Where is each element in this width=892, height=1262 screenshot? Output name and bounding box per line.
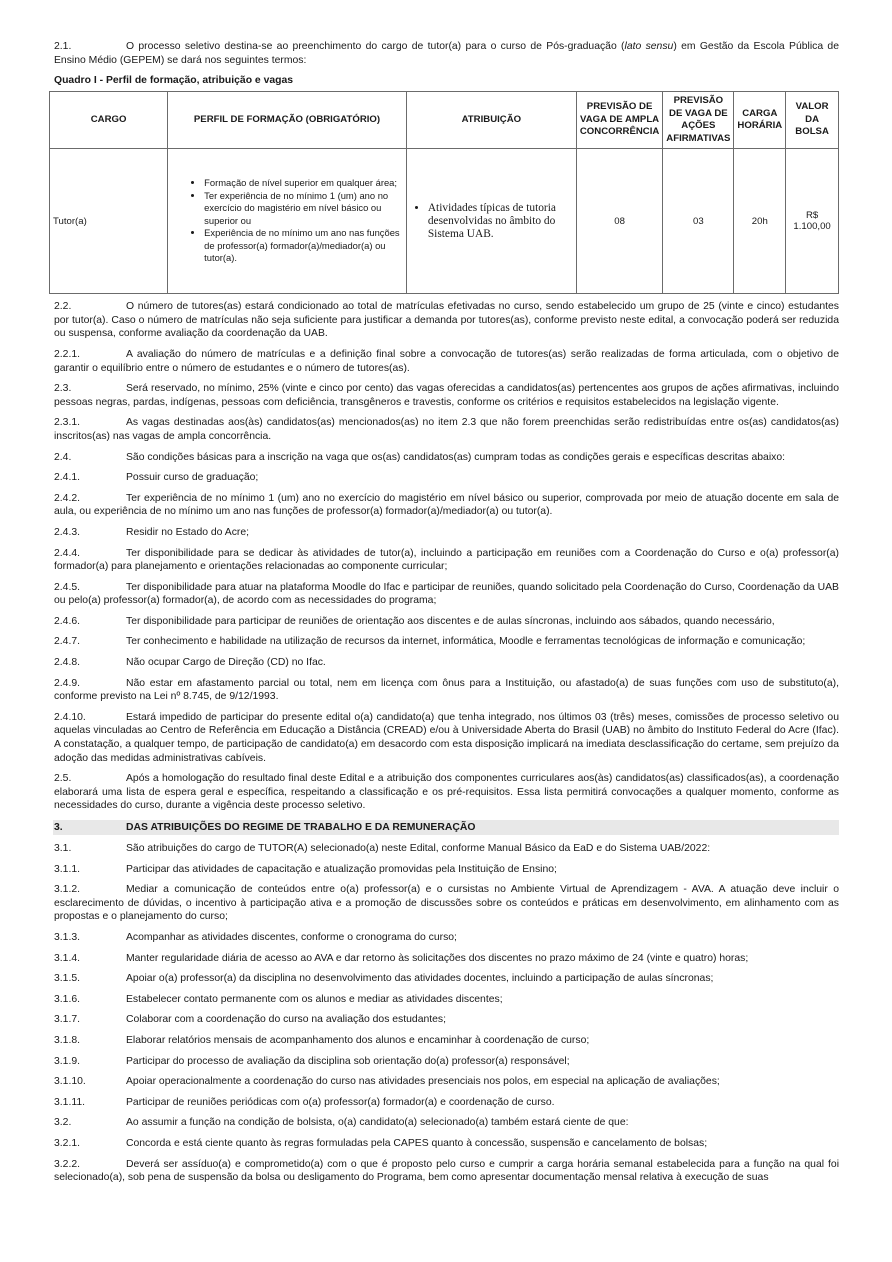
clause-text: Ter conhecimento e habilidade na utilização de recursos da internet, informática, Moodle e ferramentas tecnológicas de informação e comunicação;	[126, 636, 806, 648]
clause-paragraph	[54, 863, 839, 877]
header-vagas-ampla: PREVISÃO DE VAGA DE AMPLA CONCORRÊNCIA	[576, 92, 662, 149]
clause-text: O processo seletivo destina-se ao preenchimento do cargo de tutor(a) para o curso de Pós-graduação (	[126, 41, 625, 52]
clause-paragraph	[54, 842, 839, 856]
clause-paragraph	[54, 416, 839, 443]
clause-number: 2.4.5.	[54, 581, 80, 593]
clause-text: As vagas destinadas aos(às) candidatos(as) mencionados(as) no item 2.3 que não forem preenchidas serão redistribuídas entre os(as) candidatos(as) inscritos(as) nas vagas de ampla concorrência.	[54, 417, 839, 442]
atribuicao-item: • Atividades típicas de tutoria desenvolvidas no âmbito do Sistema UAB.	[428, 202, 573, 241]
perfil-item: • Ter experiência de no mínimo 1 (um) ano no exercício do magistério em nível básico ou superior ou	[204, 190, 403, 228]
clause-paragraph	[54, 581, 839, 608]
clause-text: Participar do processo de avaliação da disciplina sob orientação do(a) professor(a) responsável;	[126, 1055, 570, 1067]
perfil-list	[171, 177, 403, 265]
header-perfil: PERFIL DE FORMAÇÃO (OBRIGATÓRIO)	[168, 92, 407, 149]
clause-paragraph	[54, 772, 839, 813]
cell-carga-horaria: 20h	[734, 149, 786, 294]
clause-paragraph	[54, 993, 839, 1007]
perfil-item: • Experiência de no mínimo um ano nas funções de professor(a) formador(a)/mediador(a) ou tutor(a).	[204, 227, 403, 265]
clause-text: Não ocupar Cargo de Direção (CD) no Ifac.	[126, 657, 326, 669]
clause-number: 2.1.	[54, 41, 72, 52]
atribuicao-list	[410, 202, 573, 241]
clause-number: 3.1.9.	[54, 1055, 80, 1067]
cell-atribuicao	[406, 149, 576, 294]
clause-number: 3.1.4.	[54, 952, 80, 964]
clauses-section-3	[54, 842, 839, 1185]
clause-paragraph	[54, 677, 839, 704]
clause-text: Participar de reuniões periódicas com o(a) professor(a) formador(a) e coordenação de curso.	[126, 1096, 555, 1108]
clause-text: Elaborar relatórios mensais de acompanhamento dos alunos e encaminhar à coordenação de curso;	[126, 1034, 590, 1046]
clause-number: 2.4.3.	[54, 526, 80, 538]
cell-perfil	[168, 149, 407, 294]
clauses-section-2	[54, 300, 839, 813]
clause-text: Possuir curso de graduação;	[126, 472, 259, 484]
clause-paragraph	[54, 492, 839, 519]
clause-text: Estabelecer contato permanente com os alunos e mediar as atividades discentes;	[126, 993, 503, 1005]
table-caption: Quadro I - Perfil de formação, atribuição e vagas	[54, 75, 294, 87]
clause-number: 2.4.1.	[54, 472, 80, 484]
clause-paragraph	[54, 1158, 839, 1185]
header-vagas-afirmativas: PREVISÃO DE VAGA DE AÇÕES AFIRMATIVAS	[663, 92, 734, 149]
clause-text: ) em Gestão da Escola Pública de Ensino Médio (GEPEM) se dará nos seguintes termos:	[54, 41, 839, 66]
clause-paragraph	[54, 615, 839, 629]
clause-paragraph	[54, 711, 839, 765]
clause-text: Não estar em afastamento parcial ou total, nem em licença com ônus para a Instituição, ou afastado(a) de suas funções com uso de substituto(a), conforme previsto na Lei nº 8.745, de 9/12/1993.	[54, 677, 839, 703]
clause-number: 2.5.	[54, 773, 72, 785]
cell-vagas-ampla: 08	[576, 149, 662, 294]
clause-paragraph	[54, 1075, 839, 1089]
clause-paragraph	[54, 1096, 839, 1110]
section-heading	[53, 820, 839, 835]
header-atribuicao: ATRIBUIÇÃO	[406, 92, 576, 149]
clause-number: 3.1.2.	[54, 884, 80, 896]
clause-paragraph	[54, 451, 839, 465]
clause-paragraph	[54, 471, 839, 485]
cell-vagas-afirmativas: 03	[663, 149, 734, 294]
clause-number: 3.2.	[54, 1117, 72, 1129]
table-header-row	[50, 92, 839, 149]
clause-text: Mediar a comunicação de conteúdos entre o(a) professor(a) e o cursistas no Ambiente Virtual de Aprendizagem - AVA. A atuação deve incluir o esclarecimento de dúvidas, o incentivo à participação ativa e a promoção de discussões sobre os conteúdos e práticas em desenvolvimento, em alinhamento com as propostas e o planejamento do curso;	[54, 884, 839, 923]
clause-text: Ter experiência de no mínimo 1 (um) ano no exercício do magistério em nível básico ou superior, comprovada por meio de atuação docente em sala de aula, ou experiência de no mínimo um ano nas funções de professor(a) formador(a)/mediador(a) ou tutor(a).	[54, 492, 839, 518]
clause-number: 3.1.5.	[54, 973, 80, 985]
clause-text: O número de tutores(as) estará condicionado ao total de matrículas efetivadas no curso, sendo estabelecido um grupo de 25 (vinte e cinco) estudantes por tutor(a). Caso o número de matrículas não seja suficiente para justificar a demanda por tutores(as), conforme previsto neste edital, a convocação poderá ser reduzida ou suspensa, conforme avaliação da coordenação da UAB.	[54, 301, 839, 340]
quadro-table	[49, 91, 839, 294]
clause-number: 2.4.	[54, 451, 72, 463]
clause-text: Apoiar o(a) professor(a) da disciplina no desenvolvimento das atividades docentes, incluindo a participação de aulas síncronas;	[126, 973, 714, 985]
clause-paragraph	[54, 382, 839, 409]
header-carga-horaria: CARGA HORÁRIA	[734, 92, 786, 149]
clause-paragraph	[54, 1013, 839, 1027]
cell-valor-bolsa: R$ 1.100,00	[786, 149, 839, 294]
section-title: DAS ATRIBUIÇÕES DO REGIME DE TRABALHO E DA REMUNERAÇÃO	[126, 822, 476, 833]
clause-number: 2.4.6.	[54, 615, 80, 627]
clause-text: Deverá ser assíduo(a) e comprometido(a) com o que é proposto pelo curso e cumprir a carga horária semanal estabelecida para a função na qual foi selecionado(a), sob pena de suspensão da bolsa ou desligamento do Programa, bem como apresentar documentação mensal relativa à execução de suas	[54, 1158, 839, 1184]
clause-text: Participar das atividades de capacitação e atualização promovidas pela Instituição de Ensino;	[126, 863, 557, 875]
clause-paragraph	[54, 883, 839, 924]
clause-paragraph	[54, 547, 839, 574]
clause-paragraph	[54, 952, 839, 966]
clause-number: 3.2.2.	[54, 1158, 80, 1170]
clause-text-italic: lato sensu	[624, 41, 674, 52]
clause-text: São atribuições do cargo de TUTOR(A) selecionado(a) neste Edital, conforme Manual Básico da EaD e do Sistema UAB/2022:	[126, 843, 711, 854]
clause-text: Concorda e está ciente quanto às regras formuladas pela CAPES quanto à concessão, suspensão e cancelamento de bolsas;	[126, 1137, 708, 1149]
clause-paragraph	[54, 1137, 839, 1151]
clause-text: Estará impedido de participar do presente edital o(a) candidato(a) que tenha integrado, nos últimos 03 (três) meses, comissões de processo seletivo ou aquelas vinculadas ao Centro de Referência em Educação a Distância (CREAD) e/ou à Universidade Aberta do Brasil (UAB) no âmbito do Instituto Federal do Acre (Ifac). A constatação, a qualquer tempo, de participação de candidato(a) em desacordo com esta disposição implicará na imediata desclassificação do certame, sem prejuízo da adoção das medidas administrativas cabíveis.	[54, 711, 839, 764]
clause-paragraph	[54, 656, 839, 670]
clause-number: 2.4.2.	[54, 492, 80, 504]
clause-text: Manter regularidade diária de acesso ao AVA e dar retorno às solicitações dos discentes no prazo máximo de 24 (vinte e quatro) horas;	[126, 952, 749, 964]
clause-paragraph	[54, 1055, 839, 1069]
clause-number: 3.2.1.	[54, 1137, 80, 1149]
clause-number: 2.4.7.	[54, 636, 80, 648]
clause-paragraph	[54, 635, 839, 649]
clause-paragraph	[54, 300, 839, 341]
clause-number: 2.2.1.	[54, 348, 80, 360]
clause-paragraph	[54, 972, 839, 986]
clause-number: 3.1.	[54, 843, 72, 854]
clause-text: Será reservado, no mínimo, 25% (vinte e cinco por cento) das vagas oferecidas a candidatos(as) pertencentes aos grupos de ações afirmativas, incluindo pessoas negras, pardas, indígenas, pessoas com deficiência, transgêneros e travestis, conforme os critérios e requisitos estabelecidos na legislação vigente.	[54, 383, 839, 408]
clause-paragraph	[54, 1116, 839, 1130]
paragraph-2-1	[54, 40, 839, 67]
clause-text: Residir no Estado do Acre;	[126, 526, 250, 538]
clause-text: Colaborar com a coordenação do curso na avaliação dos estudantes;	[126, 1014, 446, 1026]
clause-number: 2.4.4.	[54, 547, 80, 559]
clause-number: 2.3.1.	[54, 417, 80, 429]
clause-number: 3.1.6.	[54, 993, 80, 1005]
document-page	[54, 40, 839, 1192]
clause-paragraph	[54, 348, 839, 375]
clause-paragraph	[54, 1034, 839, 1048]
clause-number: 2.4.10.	[54, 711, 86, 723]
clause-number: 2.2.	[54, 301, 72, 313]
clause-number: 3.1.1.	[54, 863, 80, 875]
clause-text: Acompanhar as atividades discentes, conforme o cronograma do curso;	[126, 931, 457, 943]
clause-number: 3.1.10.	[54, 1076, 86, 1088]
clause-number: 3.1.11.	[54, 1096, 86, 1108]
table-row	[50, 149, 839, 294]
perfil-item: • Formação de nível superior em qualquer área;	[204, 177, 403, 190]
cell-cargo: Tutor(a)	[50, 149, 168, 294]
clause-number: 2.4.8.	[54, 657, 80, 669]
clause-text: Ao assumir a função na condição de bolsista, o(a) candidato(a) selecionado(a) também estará ciente de que:	[126, 1117, 629, 1129]
clause-text: A avaliação do número de matrículas e a definição final sobre a convocação de tutores(as) serão realizadas de forma articulada, com o objetivo de garantir o equilíbrio entre o número de estudantes e o número de tutores(as).	[54, 348, 839, 374]
section-number: 3.	[54, 822, 63, 833]
header-valor-bolsa: VALOR DA BOLSA	[786, 92, 839, 149]
clause-text: Ter disponibilidade para participar de reuniões de orientação aos discentes e de aulas síncronas, incluindo aos sábados, quando necessário,	[126, 615, 775, 627]
clause-text: Ter disponibilidade para atuar na plataforma Moodle do Ifac e participar de reuniões, quando solicitado pela Coordenação do Curso, Coordenação da UAB ou pelo(a) professor(a) formador(a), de acordo com as necessidades do programa;	[54, 581, 839, 607]
clause-text: Após a homologação do resultado final deste Edital e a atribuição dos componentes curriculares aos(às) candidatos(as) classificados(as), a coordenação elaborará uma lista de espera geral e específica, respeitando a classificação e os pré-requisitos. Essa lista permitirá convocações a qualquer momento, conforme as necessidades do curso, durante a vigência deste processo seletivo.	[54, 773, 839, 812]
clause-text: Apoiar operacionalmente a coordenação do curso nas atividades presenciais nos polos, em especial na aplicação de avaliações;	[126, 1076, 720, 1088]
clause-number: 3.1.3.	[54, 931, 80, 943]
clause-text: Ter disponibilidade para se dedicar às atividades de tutor(a), incluindo a participação em reuniões com a Coordenação do Curso e o(a) professor(a) formador(a) para planejamento e orientações relacionadas ao componente curricular;	[54, 547, 839, 573]
clause-number: 2.3.	[54, 383, 72, 395]
clause-paragraph	[54, 526, 839, 540]
clause-paragraph	[54, 931, 839, 945]
clause-text: São condições básicas para a inscrição na vaga que os(as) candidatos(as) cumpram todas as condições gerais e específicas descritas abaixo:	[126, 451, 786, 463]
clause-number: 2.4.9.	[54, 677, 80, 689]
header-cargo: CARGO	[50, 92, 168, 149]
clause-number: 3.1.8.	[54, 1034, 80, 1046]
clause-number: 3.1.7.	[54, 1014, 80, 1026]
